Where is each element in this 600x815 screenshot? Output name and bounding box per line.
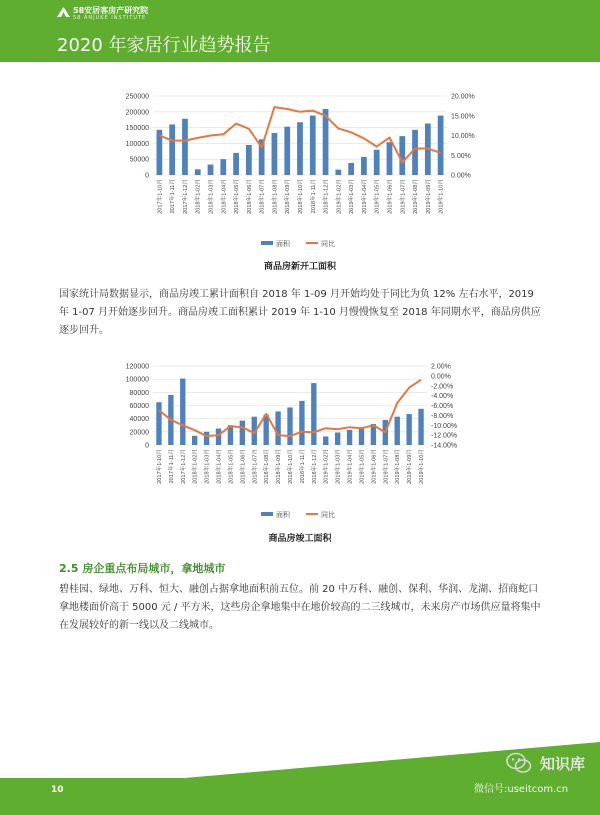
x-category-label: 2018年1-02月 (192, 449, 199, 484)
x-category-label: 2018年1-12月 (311, 449, 318, 484)
bar (275, 411, 280, 445)
bar (335, 432, 340, 445)
section-title: 2.5 房企重点布局城市，拿地城市 (59, 562, 226, 575)
y-tick-label: 60000 (129, 403, 149, 410)
x-category-label: 2018年1-06月 (246, 179, 253, 214)
bar (156, 402, 161, 445)
x-category-label: 2019年1-04月 (347, 449, 354, 484)
y-tick-label: 50000 (129, 156, 149, 164)
y-tick-label: 20000 (129, 429, 149, 437)
y-tick-label: 40000 (129, 416, 149, 424)
x-category-label: 2018年1-07月 (252, 449, 259, 484)
bar (387, 142, 393, 175)
y-tick-label: 250000 (125, 93, 149, 101)
x-category-label: 2019年1-04月 (361, 178, 368, 214)
y-tick-label: 0 (145, 442, 149, 450)
y2-tick-label: -6.00% (431, 403, 454, 410)
x-category-label: 2019年1-02月 (323, 449, 330, 484)
y2-tick-label: -14.00% (431, 442, 458, 450)
bar (284, 127, 290, 175)
chart-svg-0 (120, 86, 480, 256)
chart-svg-1 (120, 358, 480, 528)
legend-label-area: 面积 (276, 512, 290, 519)
y-tick-label: 100000 (125, 376, 149, 384)
bar (335, 170, 341, 175)
y2-tick-label: 20.00% (451, 93, 475, 101)
x-category-label: 2019年1-09月 (407, 449, 414, 484)
bar (347, 430, 352, 445)
x-category-label: 2019年1-09月 (425, 179, 432, 214)
x-category-label: 2018年1-03月 (204, 449, 211, 484)
x-category-label: 2018年1-08月 (264, 449, 271, 484)
x-category-label: 2018年1-09月 (276, 449, 283, 484)
bar (220, 159, 226, 175)
y-tick-label: 120000 (125, 363, 149, 371)
y2-tick-label: -2.00% (431, 383, 454, 391)
x-category-label: 2019年1-05月 (359, 449, 366, 484)
y-tick-label: 0 (145, 172, 149, 180)
bar (272, 133, 278, 175)
x-category-label: 2018年1-05月 (228, 449, 235, 484)
bar (359, 427, 364, 445)
page-number: 10 (51, 785, 64, 795)
x-category-label: 2019年1-06月 (387, 179, 394, 214)
bar (299, 401, 304, 445)
bar (361, 157, 367, 175)
x-category-label: 2018年1-11月 (299, 449, 306, 484)
y-tick-label: 80000 (129, 389, 149, 397)
bar (287, 407, 292, 445)
x-category-label: 2018年1-11月 (310, 179, 317, 214)
legend-label-area: 面积 (276, 241, 290, 248)
x-category-label: 2019年1-06月 (371, 449, 378, 484)
x-category-label: 2019年1-10月 (438, 179, 445, 214)
wechat-icon (506, 752, 532, 774)
x-category-label: 2018年1-05月 (234, 179, 241, 214)
bar (374, 150, 380, 175)
bar (438, 116, 444, 175)
x-category-label: 2019年1-07月 (400, 179, 407, 214)
paragraph-land-acquisition: 碧桂园、绿地、万科、恒大、融创占据拿地面积前五位。前 20 中万科、融创、保利、华润、龙湖、招商蛇口拿地楼面价高于 5000 元 / 平方米，这些房企拿地集中在地价较高的二三线城市，未来房产市场供应量将集中在发展较好的新一线以及二线城市。 (59, 584, 541, 631)
x-category-label: 2017年1-10月 (157, 179, 164, 214)
bar (263, 415, 268, 445)
watermark-wechat-id: 微信号:useitcom.cn (474, 784, 569, 795)
bar (418, 409, 423, 445)
bar (169, 124, 175, 175)
bar (204, 432, 209, 445)
legend-swatch-area (261, 512, 273, 516)
y2-tick-label: 10.00% (451, 133, 475, 140)
brand-name-english: 58 ANJUKE INSTITUTE (73, 15, 147, 21)
bar (233, 153, 239, 175)
bar (182, 119, 188, 175)
x-category-label: 2018年1-12月 (323, 179, 330, 214)
bar (216, 429, 221, 445)
y-tick-label: 150000 (125, 125, 149, 133)
y2-tick-label: 5.00% (451, 152, 471, 160)
institute-logo-icon (57, 7, 70, 17)
y2-tick-label: -10.00% (431, 422, 458, 430)
bar (311, 383, 316, 445)
x-category-label: 2018年1-06月 (240, 449, 247, 484)
y-tick-label: 200000 (125, 109, 149, 117)
x-category-label: 2017年1-12月 (180, 449, 187, 484)
new-construction-area-chart (120, 86, 480, 256)
watermark-name: 知识库 (540, 755, 586, 773)
x-category-label: 2019年1-08月 (395, 449, 402, 484)
x-category-label: 2018年1-03月 (208, 179, 215, 214)
y2-tick-label: 0.00% (431, 373, 451, 381)
bar (348, 163, 354, 175)
y-tick-label: 100000 (125, 140, 149, 148)
bar (323, 436, 328, 445)
x-category-label: 2019年1-05月 (374, 179, 381, 214)
x-category-label: 2018年1-04月 (221, 179, 228, 214)
bar (297, 122, 303, 175)
bar (208, 165, 214, 175)
y2-tick-label: 15.00% (451, 113, 475, 121)
x-category-label: 2017年1-10月 (156, 449, 163, 484)
bar (406, 414, 411, 445)
bar (395, 417, 400, 445)
x-category-label: 2019年1-02月 (336, 179, 343, 214)
y2-tick-label: -4.00% (431, 393, 454, 401)
x-category-label: 2018年1-10月 (288, 449, 294, 484)
chart-caption-new-construction: 商品房新开工面积 (263, 262, 336, 272)
x-category-label: 2017年1-12月 (182, 179, 189, 214)
report-title: 2020 年家居行业趋势报告 (57, 35, 271, 56)
legend-label-yoy: 同比 (321, 512, 335, 519)
bar (192, 436, 197, 445)
page-header (0, 0, 600, 62)
bar (180, 379, 185, 445)
paragraph-completion-summary: 国家统计局数据显示，商品房竣工累计面积自 2018 年 1-09 月开始均处于同比为负 12% 左右水平，2019 年 1-07 月开始逐步回升。商品房竣工面积累计 2019 年 1-10 月慢慢恢复至 2018 年同期水平，商品房供应逐步回升。 (59, 289, 541, 336)
x-category-label: 2018年1-04月 (216, 449, 223, 484)
legend-label-yoy: 同比 (321, 241, 335, 248)
y2-tick-label: -8.00% (431, 412, 454, 420)
legend-swatch-area (261, 241, 273, 245)
bar (195, 169, 201, 175)
x-category-label: 2017年1-11月 (168, 449, 175, 484)
x-category-label: 2017年1-11月 (170, 179, 177, 214)
bar (246, 145, 252, 175)
bar (240, 421, 245, 445)
y2-tick-label: 2.00% (431, 363, 451, 371)
x-category-label: 2019年1-07月 (383, 449, 390, 484)
y2-tick-label: 0.00% (451, 172, 471, 180)
x-category-label: 2018年1-08月 (272, 179, 279, 214)
bar (412, 130, 418, 175)
x-category-label: 2019年1-08月 (413, 179, 420, 214)
x-category-label: 2019年1-03月 (349, 179, 356, 214)
x-category-label: 2018年1-09月 (285, 179, 292, 214)
x-category-label: 2018年1-10月 (298, 179, 304, 214)
x-category-label: 2018年1-07月 (259, 179, 266, 214)
bar (310, 116, 316, 175)
x-category-label: 2019年1-10月 (419, 449, 426, 484)
chart-caption-completed: 商品房竣工面积 (268, 534, 332, 544)
completed-area-chart (120, 358, 480, 528)
brand-name: 58安居客房产研究院 (73, 6, 149, 15)
x-category-label: 2019年1-03月 (335, 449, 342, 484)
y2-tick-label: -12.00% (431, 432, 458, 440)
x-category-label: 2018年1-02月 (195, 179, 202, 214)
bar (399, 136, 405, 175)
